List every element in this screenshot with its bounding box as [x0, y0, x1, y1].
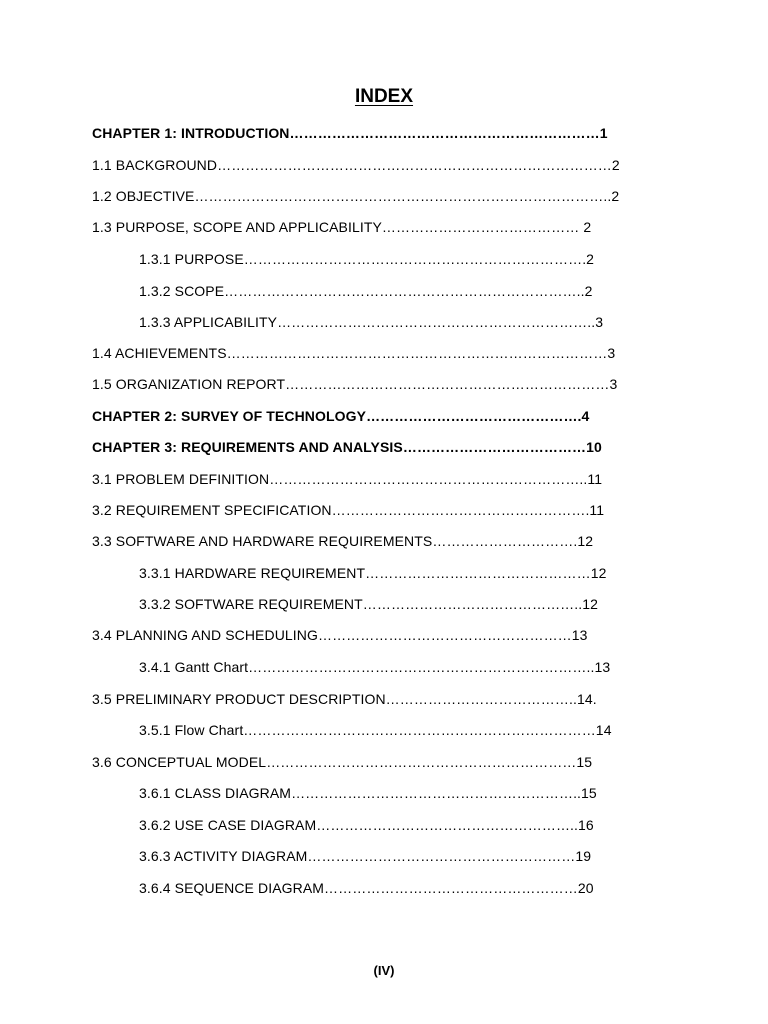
toc-subentry: 3.6.4 SEQUENCE DIAGRAM………………………………………………20	[139, 880, 594, 896]
toc-chapter-1: CHAPTER 1: INTRODUCTION…………………………………………………………1	[92, 125, 608, 141]
toc-entry: 3.3 SOFTWARE AND HARDWARE REQUIREMENTS………………………….12	[92, 533, 594, 549]
toc-subentry: 3.5.1 Flow Chart…………………………………………………………………14	[139, 722, 612, 738]
toc-entry: 1.5 ORGANIZATION REPORT……………………………………………………………3	[92, 376, 618, 392]
toc-entry: 1.3 PURPOSE, SCOPE AND APPLICABILITY…………………………………… 2	[92, 219, 592, 235]
toc-chapter-2: CHAPTER 2: SURVEY OF TECHNOLOGY……………………………………….4	[92, 408, 590, 424]
toc-entry: 1.2 OBJECTIVE……………………………………………………………………………..2	[92, 188, 620, 204]
page-number-footer: (IV)	[373, 963, 395, 978]
toc-subentry: 3.3.1 HARDWARE REQUIREMENT…………………………………………12	[139, 565, 607, 581]
toc-subentry: 1.3.1 PURPOSE……………………………………………………………….2	[139, 251, 595, 267]
toc-entry: 1.4 ACHIEVEMENTS………………………………………………………………………3	[92, 345, 616, 361]
toc-subentry: 3.6.3 ACTIVITY DIAGRAM…………………………………………………19	[139, 848, 592, 864]
toc-chapter-3: CHAPTER 3: REQUIREMENTS AND ANALYSIS…………………………………10	[92, 439, 602, 455]
toc-subentry: 3.3.2 SOFTWARE REQUIREMENT………………………………………..12	[139, 596, 599, 612]
toc-entry: 3.5 PRELIMINARY PRODUCT DESCRIPTION…………………………………..14.	[92, 691, 597, 707]
toc-subentry: 1.3.2 SCOPE…………………………………………………………………..2	[139, 283, 593, 299]
toc-subentry: 3.6.2 USE CASE DIAGRAM………………………………………………..16	[139, 817, 594, 833]
toc-entry: 1.1 BACKGROUND…………………………………………………………………………2	[92, 157, 620, 173]
toc-entry: 3.1 PROBLEM DEFINITION…………………………………………………………..11	[92, 471, 603, 487]
toc-entry: 3.6 CONCEPTUAL MODEL…………………………………………………………15	[92, 754, 593, 770]
page-title: INDEX	[354, 86, 414, 107]
toc-subentry: 3.4.1 Gantt Chart………………………………………………………………..13	[139, 659, 611, 675]
toc-subentry: 1.3.3 APPLICABILITY…………………………………………………………..3	[139, 314, 604, 330]
toc-entry: 3.2 REQUIREMENT SPECIFICATION……………………………………………….11	[92, 502, 605, 518]
toc-entry: 3.4 PLANNING AND SCHEDULING………………………………………………13	[92, 627, 588, 643]
toc-subentry: 3.6.1 CLASS DIAGRAM……………………………………………………..15	[139, 785, 597, 801]
